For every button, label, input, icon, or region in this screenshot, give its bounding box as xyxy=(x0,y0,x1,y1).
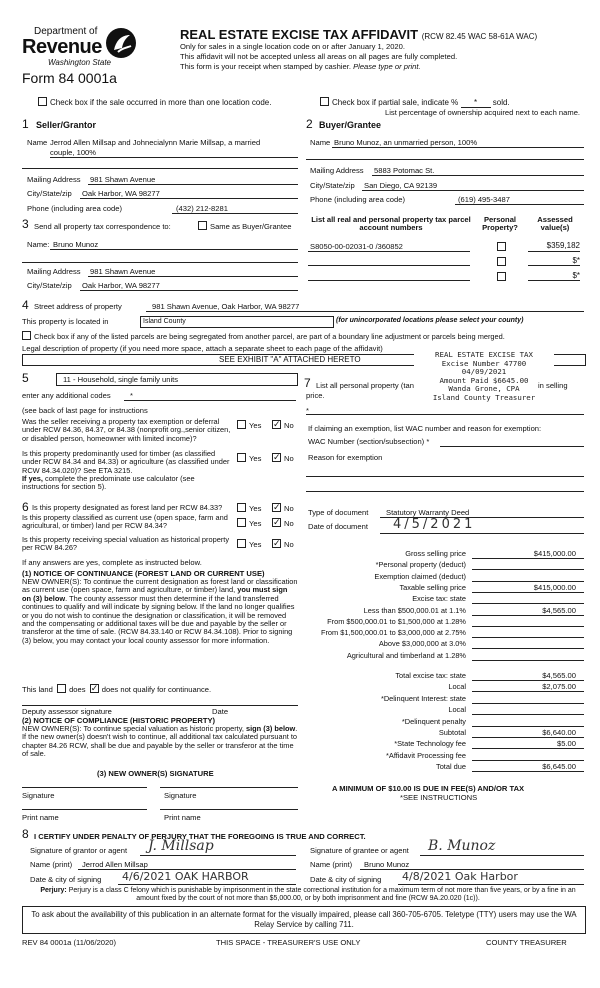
notice2-bold: sign (3) below xyxy=(246,724,296,733)
tax-row-underline xyxy=(472,615,584,616)
assessed-value-1[interactable]: $359,182 xyxy=(546,241,580,250)
grantee-name-label: Name (print) xyxy=(310,860,353,869)
tax-row-value[interactable]: $6,640.00 xyxy=(542,728,576,737)
exemption-instruction: If claiming an exemption, list WAC number and reason for exemption: xyxy=(308,424,542,433)
seller-name-label: Name xyxy=(27,138,48,147)
partial-sale-pct[interactable]: * xyxy=(461,98,491,108)
yes-label: Yes xyxy=(249,504,262,513)
certify-statement: I CERTIFY UNDER PENALTY OF PERJURY THAT THE FOREGOING IS TRUE AND CORRECT. xyxy=(34,832,366,841)
seller-phone[interactable]: (432) 212-8281 xyxy=(176,204,228,213)
section6-number: 6 xyxy=(22,500,29,514)
exemption-no-checkbox[interactable] xyxy=(272,420,281,429)
correspondence-label: Send all property tax correspondence to: xyxy=(34,222,171,231)
tax-row-label: *State Technology fee xyxy=(394,739,466,749)
assessed-col-header: Assessed value(s) xyxy=(537,215,573,233)
partial-sale-checkbox[interactable] xyxy=(320,97,329,106)
tax-row-underline xyxy=(472,569,584,570)
county-treasurer-label: COUNTY TREASURER xyxy=(486,938,567,947)
wac-label-text: WAC Number (section/subsection) xyxy=(308,437,425,446)
tax-row-label: From $1,500,000.01 to $3,000,000 at 2.75% xyxy=(320,628,466,638)
tax-row-underline xyxy=(472,648,584,649)
stamp-line-6: Island County Treasurer xyxy=(432,392,536,402)
county-note: (for unincorporated locations please select your county) xyxy=(336,317,524,324)
correspondence-name-label: Name: xyxy=(27,240,50,249)
historic-no-checkbox[interactable] xyxy=(272,539,281,548)
current-use-no-checkbox[interactable] xyxy=(272,518,281,527)
grantee-name[interactable]: Bruno Munoz xyxy=(364,860,410,869)
personal-property-checkbox-2[interactable] xyxy=(497,257,506,266)
revenue-logo-icon xyxy=(104,26,138,60)
tax-row-label: Exemption claimed (deduct) xyxy=(374,571,466,581)
notice1-body xyxy=(22,578,298,645)
stamp-line-2: Excise Number 47700 xyxy=(441,358,527,368)
personal-col-header: Personal Property? xyxy=(482,215,518,233)
seller-section-number: 1 xyxy=(22,117,29,131)
tax-row-underline xyxy=(472,771,584,772)
personal-property-label-b: in selling xyxy=(538,381,568,390)
tax-row-value[interactable]: $2,075.00 xyxy=(542,682,576,692)
tax-row-value[interactable]: $4,565.00 xyxy=(542,605,576,615)
perjury-bold: Perjury: xyxy=(40,887,67,894)
grantor-signature[interactable]: J. Millsap xyxy=(148,838,214,854)
assessed-value-2[interactable]: $* xyxy=(572,256,580,265)
correspondence-city[interactable]: Oak Harbor, WA 98277 xyxy=(82,281,160,290)
wac-label xyxy=(308,437,429,446)
timber-yes[interactable] xyxy=(237,453,261,463)
tax-row-underline xyxy=(472,760,584,761)
tax-row-underline xyxy=(472,581,584,582)
street-label: Street address of property xyxy=(34,302,122,311)
no-label: No xyxy=(284,454,294,463)
correspondence-mailing[interactable]: 981 Shawn Avenue xyxy=(90,267,156,276)
use-code-select[interactable] xyxy=(56,373,298,386)
correspondence-city-label: City/State/zip xyxy=(27,281,72,290)
additional-codes[interactable]: * xyxy=(130,391,133,400)
legal-description: SEE EXHIBIT "A" ATTACHED HERETO xyxy=(219,355,361,364)
stamp-line-1: REAL ESTATE EXCISE TAX xyxy=(435,350,533,359)
does-label: does xyxy=(69,685,86,694)
current-use-yes-checkbox[interactable] xyxy=(237,518,246,527)
tax-row-label: Local xyxy=(448,682,466,692)
no-label: No xyxy=(284,540,294,549)
subtitle-1: Only for sales in a single location code on or after January 1, 2020. xyxy=(180,42,405,51)
timber-no[interactable] xyxy=(272,453,294,463)
partial-sale-sold: sold. xyxy=(492,98,510,107)
grantee-signature-label: Signature of grantee or agent xyxy=(310,846,409,855)
correspondence-section-number: 3 xyxy=(22,217,29,231)
seller-name-2[interactable]: couple, 100% xyxy=(50,148,97,157)
subtitle-2: This affidavit will not be accepted unless all areas on all pages are fully completed. xyxy=(180,52,458,61)
buyer-mailing[interactable]: 5883 Potomac St. xyxy=(374,166,435,175)
seller-phone-label: Phone (including area code) xyxy=(27,204,122,213)
forest-question: Is this property designated as forest land per RCW 84.33? xyxy=(32,503,223,512)
forest-no-checkbox[interactable] xyxy=(272,503,281,512)
timber-yes-checkbox[interactable] xyxy=(237,453,246,462)
stamp-line-4: Amount Paid $6645.00 xyxy=(439,375,529,385)
personal-property-label-a: List all personal property (tan xyxy=(316,381,414,390)
yes-label: Yes xyxy=(249,421,262,430)
owner-signature-2[interactable]: Signature xyxy=(164,791,197,800)
notice2-body xyxy=(22,725,298,759)
tax-row-underline xyxy=(472,726,584,727)
tax-row-underline xyxy=(472,748,584,749)
exemption-no[interactable] xyxy=(272,420,294,430)
personal-property-value[interactable]: * xyxy=(306,406,309,415)
additional-codes-label: enter any additional codes xyxy=(22,391,111,400)
segregated-check[interactable] xyxy=(22,331,505,341)
forest-yes-checkbox[interactable] xyxy=(237,503,246,512)
grantor-signature-label: Signature of grantor or agent xyxy=(30,846,128,855)
perjury-note xyxy=(30,887,586,903)
forest-no[interactable] xyxy=(272,503,294,513)
buyer-section-number: 2 xyxy=(306,117,313,131)
document-date[interactable]: 4/5/2021 xyxy=(393,517,476,532)
multi-location-label: Check box if the sale occurred in more than one location code. xyxy=(50,98,272,107)
owner-print-name-2[interactable]: Print name xyxy=(164,813,201,822)
document-date-label: Date of document xyxy=(308,522,368,531)
notice2-title: (2) NOTICE OF COMPLIANCE (HISTORIC PROPERTY) xyxy=(22,716,216,725)
segregated-checkbox[interactable] xyxy=(22,331,31,340)
yes-label: Yes xyxy=(249,540,262,549)
dept-label: Department of xyxy=(34,26,98,37)
seller-mailing-label: Mailing Address xyxy=(27,175,81,184)
partial-sale-check[interactable] xyxy=(320,97,510,108)
see-instructions: *SEE INSTRUCTIONS xyxy=(400,793,478,802)
same-as-buyer[interactable] xyxy=(198,221,291,231)
owner-signature-title: (3) NEW OWNER(S) SIGNATURE xyxy=(97,769,214,778)
tax-row-label: Gross selling price xyxy=(405,549,466,558)
notice2-b: . If the new owner(s) doesn't wish to continue, all additional tax calculated pursuant to chapter 84.26 RCW, shall be due and payable by the seller or transferor at the time of sale. xyxy=(22,724,298,759)
seller-city[interactable]: Oak Harbor, WA 98277 xyxy=(82,189,160,198)
county-select[interactable] xyxy=(140,316,334,328)
form-title-ref: (RCW 82.45 WAC 58-61A WAC) xyxy=(421,32,538,41)
wac-number[interactable]: * xyxy=(426,437,430,446)
tax-row-label: From $500,000.01 to $1,500,000 at 1.28% xyxy=(327,616,466,626)
tax-row-underline xyxy=(472,592,584,593)
multi-location-check[interactable] xyxy=(38,97,271,107)
grantor-date-label: Date & city of signing xyxy=(30,875,102,884)
perjury-text: Perjury is a class C felony which is punishable by imprisonment in the state correctional institution for a maximum term of not more than five years, or by a fine in an amount fixed by the court of not more than $5,000.00, or by both imprisonment and fine (RCW 9A.20.020 (1c)). xyxy=(68,887,576,902)
seller-mailing[interactable]: 981 Shawn Avenue xyxy=(90,175,156,184)
tax-row-underline xyxy=(472,691,584,692)
notice1-title: (1) NOTICE OF CONTINUANCE (FOREST LAND OR CURRENT USE) xyxy=(22,569,265,578)
no-label: No xyxy=(284,519,294,528)
tax-row-value[interactable]: $4,565.00 xyxy=(542,671,576,680)
tax-row-label: Less than $500,000.01 at 1.1% xyxy=(363,605,466,615)
seller-heading: Seller/Grantor xyxy=(36,120,97,130)
same-as-buyer-label: Same as Buyer/Grantee xyxy=(210,222,292,231)
grantee-date-label: Date & city of signing xyxy=(310,875,382,884)
form-title xyxy=(180,27,537,42)
tax-row-underline xyxy=(472,703,584,704)
personal-property-checkbox-1[interactable] xyxy=(497,242,506,251)
if-yes-bold: If yes, xyxy=(22,474,43,483)
parcel-col-header: List all real and personal property tax parcel account numbers xyxy=(311,215,471,233)
no-label: No xyxy=(284,504,294,513)
document-type[interactable]: Statutory Warranty Deed xyxy=(386,508,470,517)
grantor-name-label: Name (print) xyxy=(30,860,73,869)
document-type-label: Type of document xyxy=(308,508,369,517)
tax-row-label: Agricultural and timberland at 1.28% xyxy=(346,650,466,660)
use-code-value: 11 - Household, single family units xyxy=(63,375,179,384)
county-value: Island County xyxy=(143,318,186,325)
revision-label: REV 84 0001a (11/06/2020) xyxy=(22,938,117,947)
assessed-value-3[interactable]: $* xyxy=(572,271,580,280)
tax-row-value[interactable]: $415,000.00 xyxy=(533,582,576,592)
tax-row-label: Excise tax: state xyxy=(412,594,466,604)
if-yes-text: complete the predominate use calculator (see instructions for section 5). xyxy=(22,474,195,492)
tax-row-label: *Delinquent penalty xyxy=(401,716,466,726)
stamp-line-5: Wanda Grone, CPA xyxy=(448,384,520,394)
grantee-date-city[interactable]: 4/8/2021 Oak Harbor xyxy=(402,870,518,883)
multi-location-checkbox[interactable] xyxy=(38,97,47,106)
personal-property-label-c: price. xyxy=(306,391,325,400)
no-label: No xyxy=(284,421,294,430)
buyer-mailing-label: Mailing Address xyxy=(310,166,364,175)
tax-row-label: *Delinquent Interest: state xyxy=(380,693,466,703)
section8-number: 8 xyxy=(22,827,29,841)
tax-row-value[interactable]: $5.00 xyxy=(556,739,576,749)
yes-label: Yes xyxy=(249,454,262,463)
exemption-yes[interactable] xyxy=(237,420,261,430)
partial-sale-label: Check box if partial sale, indicate % xyxy=(332,98,459,107)
buyer-phone[interactable]: (619) 495-3487 xyxy=(458,195,510,204)
does-checkbox[interactable] xyxy=(57,684,66,693)
subtitle-3-text: This form is your receipt when stamped by cashier. xyxy=(180,62,351,71)
subtitle-3 xyxy=(180,62,421,71)
correspondence-mailing-label: Mailing Address xyxy=(27,267,81,276)
tax-row-label: Above $3,000,000 at 3.0% xyxy=(378,639,466,649)
section7-number: 7 xyxy=(304,376,311,390)
tax-row-underline xyxy=(472,660,584,661)
see-back-note: (see back of last page for instructions xyxy=(22,406,148,415)
notice1-b: . The county assessor must then determine if the land transferred continues to qualify and will indicate by signing below. If the land no longer qualifies or you do not wish to continue the designation or classification, it will be removed and the compensating or additional taxes will be due and payable by the seller or transferor at the time of sale. (RCW 84.33.140 or RCW 84.34.108). Prior to signing (3) below, you may contact your local county assessor for more information. xyxy=(22,593,295,645)
current-use-question: Is this property classified as current use (open space, farm and agricultural, or timber) land per RCW 84.34? xyxy=(22,513,228,531)
tax-row-label: *Affidavit Processing fee xyxy=(386,750,466,760)
use-section-number: 5 xyxy=(22,371,29,385)
tax-row-underline xyxy=(472,603,584,604)
timber-no-checkbox[interactable] xyxy=(272,453,281,462)
revenue-logo-text: Revenue xyxy=(22,36,102,58)
historic-question: Is this property receiving special valuation as historical property per RCW 84.26? xyxy=(22,535,230,553)
tax-row-label: Local xyxy=(448,705,466,715)
treasurer-stamp xyxy=(414,351,554,403)
tax-row-label: Total excise tax: state xyxy=(395,671,466,680)
tax-row-value[interactable]: $415,000.00 xyxy=(533,549,576,558)
notice2-a: NEW OWNER(S): To continue special valuation as historic property, xyxy=(22,724,244,733)
buyer-city[interactable]: San Diego, CA 92139 xyxy=(364,181,438,190)
tax-row-underline xyxy=(472,737,584,738)
form-number: Form 84 0001a xyxy=(22,70,117,86)
tax-row-label: Total due xyxy=(436,762,466,772)
owner-print-name-1[interactable]: Print name xyxy=(22,813,59,822)
tax-row-value[interactable]: $6,645.00 xyxy=(542,762,576,772)
notice1-bold: you must sign on (3) below xyxy=(22,585,288,603)
same-as-buyer-checkbox[interactable] xyxy=(198,221,207,230)
historic-yes-checkbox[interactable] xyxy=(237,539,246,548)
subtitle-3-italic: Please type or print. xyxy=(353,62,421,71)
grantor-name[interactable]: Jerrod Allen Millsap xyxy=(82,860,148,869)
form-title-text: REAL ESTATE EXCISE TAX AFFIDAVIT xyxy=(180,27,419,42)
tax-row-label: *Personal property (deduct) xyxy=(375,560,466,570)
treasurer-space-label: THIS SPACE - TREASURER'S USE ONLY xyxy=(216,938,361,947)
owner-signature-1[interactable]: Signature xyxy=(22,791,55,800)
personal-property-checkbox-3[interactable] xyxy=(497,272,506,281)
buyer-phone-label: Phone (including area code) xyxy=(310,195,405,204)
notice1-a: NEW OWNER(S): To continue the current designation as forest land or classification as current use (open space, farm and agriculture, or timber) land, xyxy=(22,577,298,595)
exemption-question: Was the seller receiving a property tax exemption or deferral under RCW 84.36, 84.37, or 84.38 (nonprofit org.,senior citizen, or disabled person, homeowner with limited income)? xyxy=(22,417,231,443)
legal-label: Legal description of property (if you need more space, attach a separate sheet to each page of the affidavit) xyxy=(22,344,383,353)
exemption-yes-checkbox[interactable] xyxy=(237,420,246,429)
tax-row-underline xyxy=(472,637,584,638)
correspondence-name[interactable]: Bruno Munoz xyxy=(53,240,99,249)
deputy-date-label: Date xyxy=(212,707,229,716)
current-use-yes[interactable] xyxy=(237,518,261,528)
seller-city-label: City/State/zip xyxy=(27,189,72,198)
state-label: Washington State xyxy=(48,58,112,67)
buyer-heading: Buyer/Grantee xyxy=(319,120,382,130)
accessibility-box xyxy=(22,906,586,934)
located-label: This property is located in xyxy=(22,317,109,326)
seller-name-1[interactable]: Jerrod Allen Millsap and Johnecialynn Marie Millsap, a married xyxy=(50,138,261,147)
timber-if-yes xyxy=(22,475,232,492)
tax-row-underline xyxy=(472,680,584,681)
street-address[interactable]: 981 Shawn Avenue, Oak Harbor, WA 98277 xyxy=(152,302,300,311)
stamp-line-3: 04/09/2021 xyxy=(461,367,507,377)
tax-row-underline xyxy=(472,626,584,627)
grantor-date-city[interactable]: 4/6/2021 OAK HARBOR xyxy=(122,870,249,883)
buyer-city-label: City/State/zip xyxy=(310,181,355,190)
does-not-label: does not qualify for continuance. xyxy=(101,685,212,694)
if-yes-instruction: If any answers are yes, complete as instructed below. xyxy=(22,558,202,567)
buyer-name[interactable]: Bruno Munoz, an unmarried person, 100% xyxy=(334,138,478,147)
tax-row-label: Subtotal xyxy=(438,728,466,737)
grantee-signature[interactable]: B. Munoz xyxy=(428,838,496,854)
timber-question: Is this property predominantly used for timber (as classified under RCW 84.34 and 84.33) or agriculture (as classified under RCW 84.34.020)? See ETA 3215. xyxy=(22,449,230,475)
deputy-signature-label: Deputy assessor signature xyxy=(22,707,112,716)
current-use-no[interactable] xyxy=(272,518,294,528)
tax-row-underline xyxy=(472,714,584,715)
property-section-number: 4 xyxy=(22,298,29,312)
historic-no[interactable] xyxy=(272,539,294,549)
historic-yes[interactable] xyxy=(237,539,261,549)
parcel-number-1[interactable]: S8050-00-02031-0 /360852 xyxy=(310,242,403,251)
reason-label: Reason for exemption xyxy=(308,453,383,462)
segregated-label: Check box if any of the listed parcels are being segregated from another parcel, are part of a boundary line adjustment or parcels being merged. xyxy=(34,332,505,341)
yes-label: Yes xyxy=(249,519,262,528)
accessibility-text: To ask about the availability of this publication in an alternate format for the visually impaired, please call 360-705-6705. Teletype (TTY) users may use the WA Relay Service by calling 711. xyxy=(31,910,577,929)
tax-row-label: Taxable selling price xyxy=(399,582,466,592)
does-not-checkbox[interactable] xyxy=(90,684,99,693)
this-land-label: This land xyxy=(22,685,53,694)
ownership-note: List percentage of ownership acquired next to each name. xyxy=(385,108,581,117)
tax-row-underline xyxy=(472,558,584,559)
minimum-fee-note: A MINIMUM OF $10.00 IS DUE IN FEE(S) AND/OR TAX xyxy=(332,784,525,793)
this-land-row xyxy=(22,684,211,694)
forest-yes[interactable] xyxy=(237,503,261,513)
buyer-name-label: Name xyxy=(310,138,331,147)
